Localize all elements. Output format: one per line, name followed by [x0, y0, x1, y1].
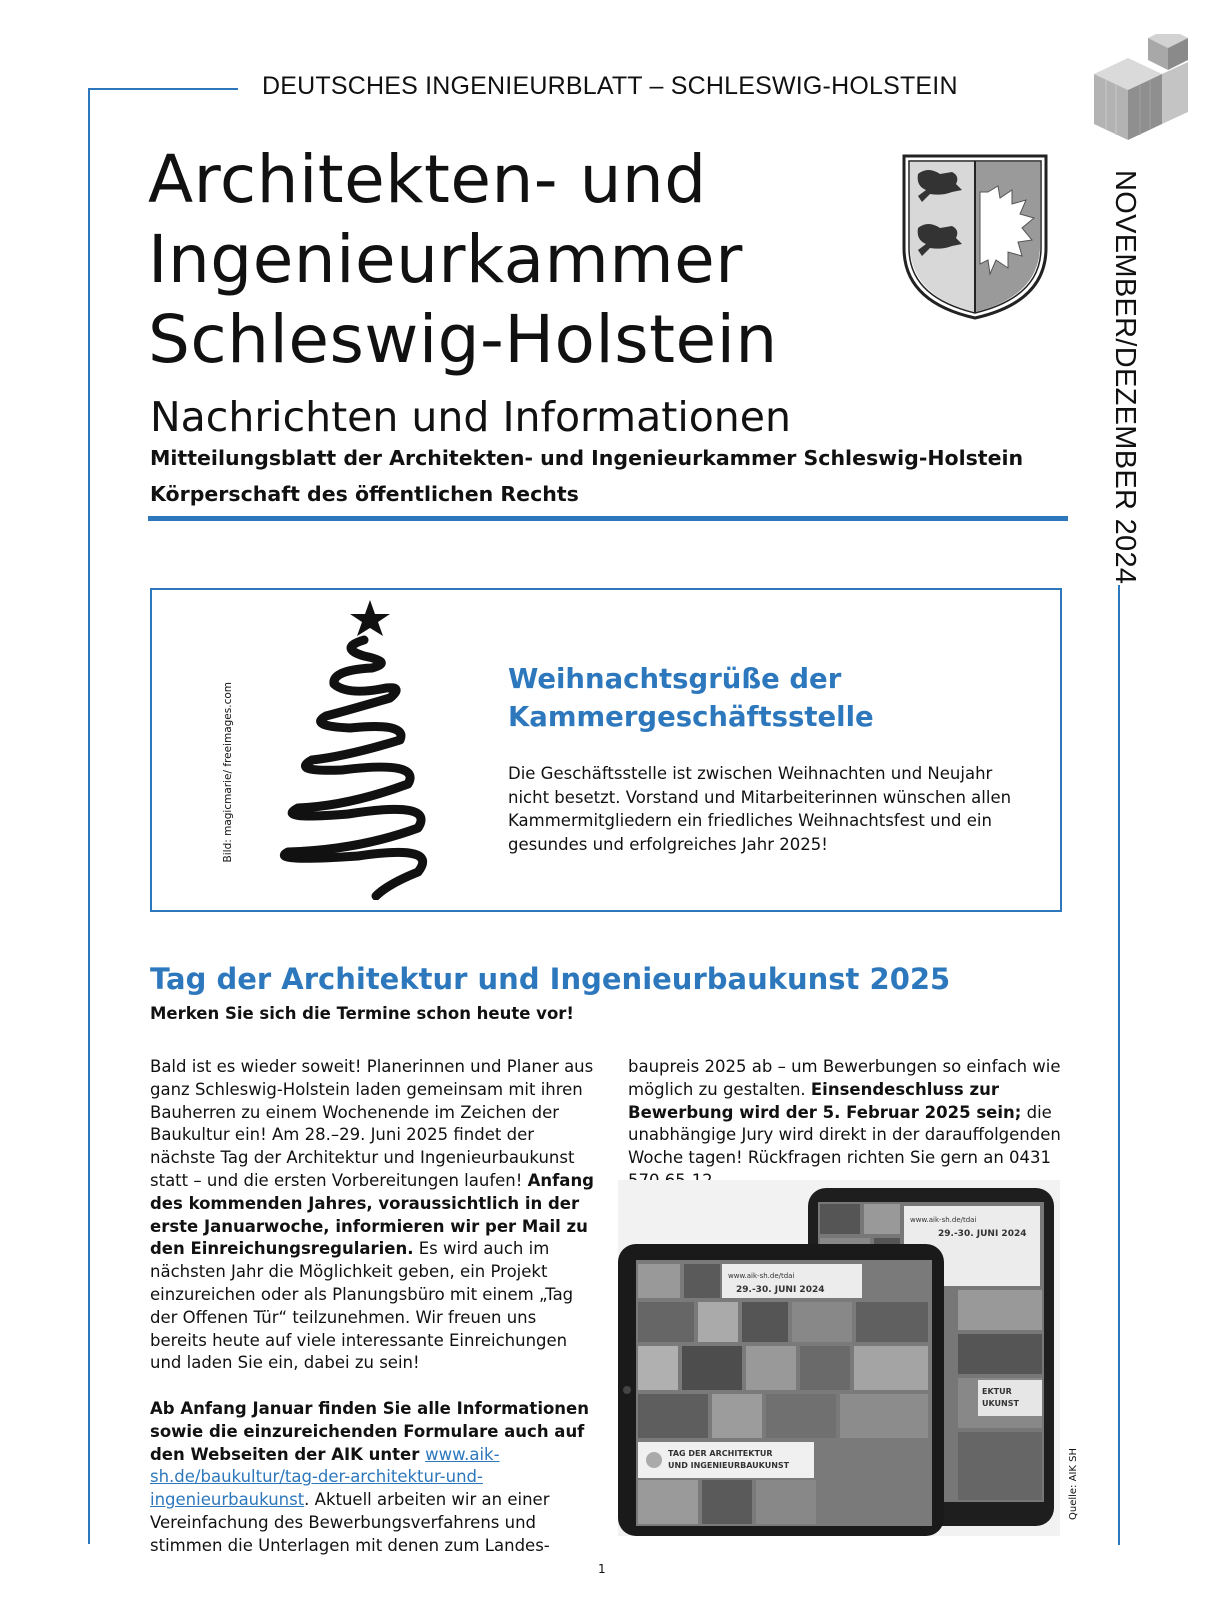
- tablet-side-2: UKUNST: [982, 1399, 1019, 1408]
- article-paragraph-2: Ab Anfang Januar finden Sie alle Informationen sowie die einzureichenden Formulare auch auf den Webseiten der AIK unter www.aik-sh.de/baukultur/tag-der-architektur-und-ingenieurbaukunst. Aktuell arbeiten wir an einer Vereinfachung des Bewerbungsverfahrens und stimmen die Unterlagen mit denen zum Landes-: [150, 1398, 589, 1555]
- page-number: 1: [598, 1562, 606, 1576]
- tablet-front-url: www.aik-sh.de/tdai: [728, 1272, 795, 1280]
- masthead: DEUTSCHES INGENIEURBLATT – SCHLESWIG-HOLSTEIN: [262, 72, 958, 100]
- subline-bulletin: Mitteilungsblatt der Architekten- und Ingenieurkammer Schleswig-Holstein: [150, 446, 1024, 470]
- photo-credit: Quelle: AIK SH: [1068, 1448, 1079, 1521]
- tablet-banner-line-1: TAG DER ARCHITEKTUR: [668, 1449, 773, 1458]
- tablet-banner-line-2: UND INGENIEURBAUKUNST: [668, 1461, 790, 1470]
- article-paragraph-3: baupreis 2025 ab – um Bewerbungen so einfach wie möglich zu gestalten. Einsendeschluss zur Bewerbung wird der 5. Februar 2025 sein; die unabhängige Jury wird direkt in der darauffolgenden Woche tagen! Rückfragen richten Sie gern an 0431: [628, 1057, 1061, 1168]
- article-subheading: Merken Sie sich die Termine schon heute vor!: [150, 1004, 574, 1023]
- header-rule: [148, 516, 1068, 521]
- aik-website-link[interactable]: www.aik-sh.de/baukultur/tag-der-architektur-und-ingenieurbaukunst: [150, 1444, 500, 1510]
- frame-line-top: [88, 88, 238, 90]
- frame-line-left: [88, 88, 90, 1544]
- issue-date: NOVEMBER/DEZEMBER 2024: [1109, 170, 1141, 585]
- article-column-1: [150, 1056, 596, 1558]
- chamber-logo-icon: [1090, 34, 1190, 148]
- tablet-back-date: 29.-30. JUNI 2024: [938, 1229, 1027, 1239]
- tablet-photo: [618, 1180, 1060, 1536]
- subline-corporation: Körperschaft des öffentlichen Rechts: [150, 482, 579, 506]
- tablet-side-1: EKTUR: [982, 1387, 1012, 1396]
- page-title: Architekten- und Ingenieurkammer Schleswig-Holstein: [148, 141, 778, 378]
- article-heading: Tag der Architektur und Ingenieurbaukunst 2025: [150, 962, 951, 996]
- tablet-back-url: www.aik-sh.de/tdai: [910, 1216, 977, 1224]
- article-paragraph-1: Bald ist es wieder soweit! Planerinnen und Planer aus ganz Schleswig-Holstein laden gemeinsam mit ihren Bauherren zu einem Wochenende im Zeichen der Baukultur ein! Am 28.–29. Juni 2025 findet der nächste Tag der Architektur und Ingenieurbaukunst statt – und die ersten Vorbereitungen laufen! Anfang des kommenden Jahres, voraussichtlich in der erste Januarwoche, informieren wir per Mail zu den Einreichungsregularien. Es wird auch im nächsten Jahr die Möglichkeit geben, ein Projekt einzureichen oder als Planungsbüro mit einem „Tag der Offenen Tür“ teilzunehmen. Wir freuen uns bereits heute auf viele interessante Einreichungen und laden Sie ein, dabei zu sein!: [150, 1057, 594, 1373]
- article-column-2: [628, 1056, 1068, 1193]
- frame-line-right: [1118, 585, 1120, 1545]
- subtitle: Nachrichten und Informationen: [150, 393, 791, 441]
- christmas-heading: Weihnachtsgrüße der Kammergeschäftsstelle: [508, 663, 874, 733]
- image-credit: Bild: magicmarie/ freeimages.com: [222, 682, 234, 863]
- christmas-text: Die Geschäftsstelle ist zwischen Weihnachten und Neujahr nicht besetzt. Vorstand und Mitarbeiterinnen wünschen allen Kammermitgliedern ein friedliches Weihnachtsfest und ein gesundes und erfolgreiches Jahr 2025!: [508, 764, 1012, 854]
- christmas-tree-icon: [268, 600, 448, 904]
- tablet-front-date: 29.-30. JUNI 2024: [736, 1285, 825, 1295]
- coat-of-arms-icon: [900, 152, 1050, 326]
